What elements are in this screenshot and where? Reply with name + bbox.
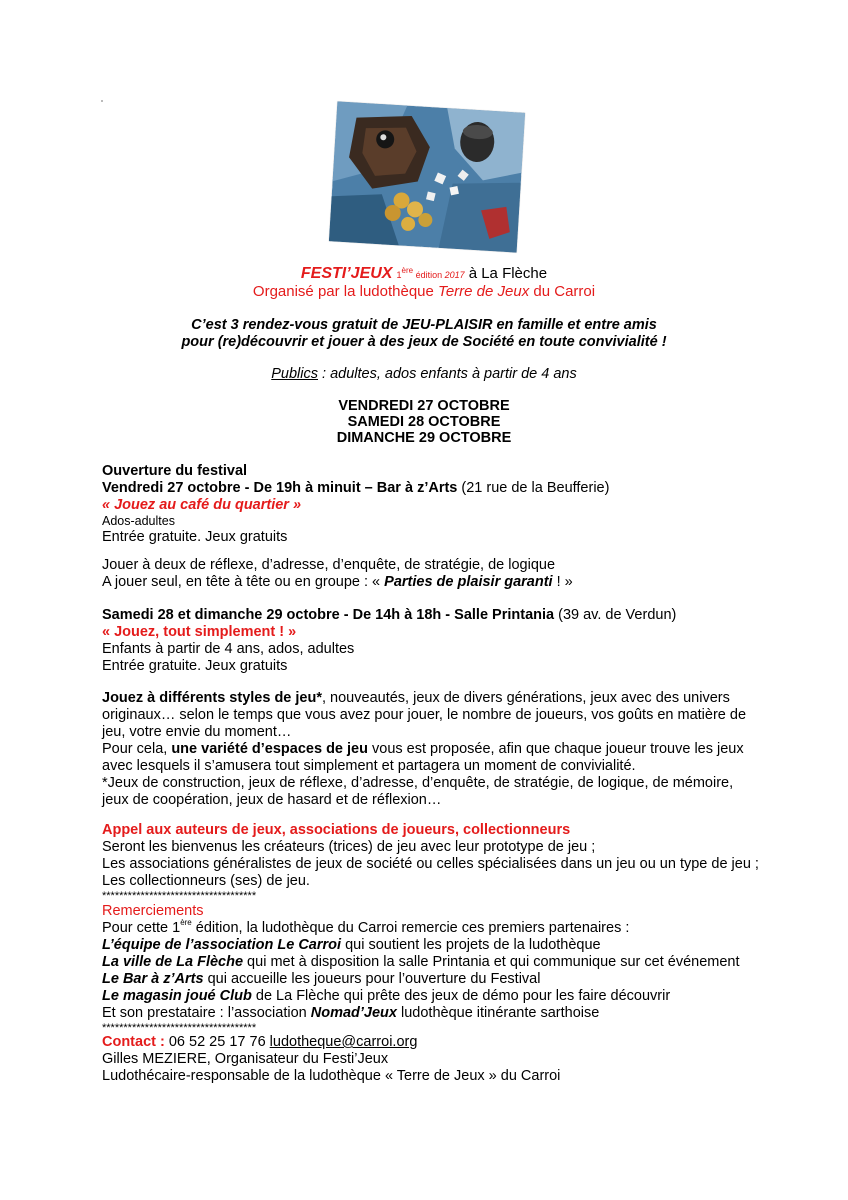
appeal-section <box>102 822 782 902</box>
styles-l1-bold: Jouez à différents styles de jeu* <box>102 690 322 706</box>
date-saturday: SAMEDI 28 OCTOBRE <box>347 414 501 430</box>
weekend-address: (39 av. de Verdun) <box>554 607 677 623</box>
styles-l4-pre: Pour cela, <box>102 741 172 757</box>
organiser-line <box>0 283 848 300</box>
opening-heading: Ouverture du festival <box>102 463 248 479</box>
opening-slogan: « Jouez au café du quartier » <box>102 497 302 513</box>
festival-place: à La Flèche <box>468 265 548 282</box>
festival-title: FESTI’JEUX <box>300 265 393 282</box>
styles-l7: jeux de coopération, jeux de hasard et de réflexion… <box>102 792 442 808</box>
partner-1-name: L’équipe de l’association Le Carroi <box>102 937 342 953</box>
intro-line-1: C’est 3 rendez-vous gratuit de JEU-PLAISIR en famille et entre amis <box>191 317 657 333</box>
partner-5-pre: Et son prestataire : l’association <box>102 1005 311 1021</box>
date-friday: VENDREDI 27 OCTOBRE <box>338 398 510 414</box>
page-speck <box>101 100 103 102</box>
styles-l5: avec lesquels il s’amusera tout simplement et partagera un moment de convivialité. <box>102 758 636 774</box>
board-game-photo <box>329 101 525 252</box>
edition-year: 2017 <box>444 270 465 280</box>
weekend-slogan: « Jouez, tout simplement ! » <box>102 624 297 640</box>
contact-phone: 06 52 25 17 76 <box>164 1034 270 1050</box>
opening-entry: Entrée gratuite. Jeux gratuits <box>102 529 288 545</box>
contact-email-link[interactable]: ludotheque@carroi.org <box>269 1034 418 1050</box>
partner-3-name: Le Bar à z’Arts <box>102 971 204 987</box>
partner-1-text: qui soutient les projets de la ludothèque <box>341 937 601 953</box>
partner-5-text: ludothèque itinérante sarthoise <box>396 1005 600 1021</box>
thanks-intro-pre: Pour cette 1 <box>102 920 181 936</box>
edition-word: édition <box>415 270 443 280</box>
styles-l4-post: vous est proposée, afin que chaque joueur trouve les jeux <box>367 741 744 757</box>
styles-l2: originaux… selon le temps que vous avez pour jouer, le nombre de joueurs, vos goûts en matière de <box>102 707 747 723</box>
edition-superscript: ère <box>401 266 414 275</box>
styles-l3: jeu, votre envie du moment… <box>102 724 292 740</box>
opening-desc-2-pre: A jouer seul, en tête à tête ou en groupe : « <box>102 574 385 590</box>
partner-4-text: de La Flèche qui prête des jeux de démo pour les faire découvrir <box>251 988 671 1004</box>
partner-5-name: Nomad’Jeux <box>310 1005 397 1021</box>
styles-l1-rest: , nouveautés, jeux de divers générations, jeux avec des univers <box>322 690 730 706</box>
weekend-section <box>102 607 782 675</box>
appeal-heading: Appel aux auteurs de jeux, associations de joueurs, collectionneurs <box>102 822 571 838</box>
publics-label: Publics <box>271 366 318 382</box>
organiser-suffix: du Carroi <box>533 283 596 300</box>
partner-4-name: Le magasin joué Club <box>102 988 252 1004</box>
appeal-separator: ************************************ <box>102 890 257 902</box>
appeal-l1: Seront les bienvenus les créateurs (trices) de jeu avec leur prototype de jeu ; <box>102 839 596 855</box>
thanks-heading: Remerciements <box>102 903 204 919</box>
game-styles-section <box>102 690 782 809</box>
weekend-audience: Enfants à partir de 4 ans, ados, adultes <box>102 641 355 657</box>
organiser-name: Terre de Jeux <box>438 283 530 300</box>
opening-description <box>102 557 782 591</box>
weekend-entry: Entrée gratuite. Jeux gratuits <box>102 658 288 674</box>
opening-section <box>102 463 782 546</box>
opening-desc-2-post: ! » <box>552 574 573 590</box>
organiser-prefix: Organisé par la ludothèque <box>252 283 434 300</box>
contact-label: Contact : <box>102 1034 165 1050</box>
publics-line <box>0 366 848 383</box>
date-sunday: DIMANCHE 29 OCTOBRE <box>336 430 512 446</box>
thanks-intro-post: édition, la ludothèque du Carroi remercie ces premiers partenaires : <box>191 920 630 936</box>
publics-text: : adultes, ados enfants à partir de 4 ans <box>318 366 577 382</box>
contact-role: Ludothécaire-responsable de la ludothèque « Terre de Jeux » du Carroi <box>102 1068 561 1084</box>
intro-line-2: pour (re)découvrir et jouer à des jeux de Société en toute convivialité ! <box>181 334 667 350</box>
opening-desc-2-em: Parties de plaisir garanti <box>384 574 553 590</box>
contact-name: Gilles MEZIERE, Organisateur du Festi’Jeux <box>102 1051 389 1067</box>
appeal-l3: Les collectionneurs (ses) de jeu. <box>102 873 310 889</box>
opening-audience: Ados-adultes <box>102 514 175 528</box>
edition-number: 1 <box>396 270 402 280</box>
thanks-section <box>102 903 782 1034</box>
thanks-intro-sup: ère <box>180 918 192 928</box>
thanks-separator: ************************************ <box>102 1022 257 1034</box>
opening-desc-1: Jouer à deux de réflexe, d’adresse, d’enquête, de stratégie, de logique <box>102 557 556 573</box>
partner-3-text: qui accueille les joueurs pour l’ouverture du Festival <box>203 971 541 987</box>
festival-title-line <box>0 265 848 284</box>
styles-l4-bold: une variété d’espaces de jeu <box>171 741 368 757</box>
appeal-l2: Les associations généralistes de jeux de société ou celles spécialisées dans un jeu ou un type de jeu ; <box>102 856 759 872</box>
partner-2-name: La ville de La Flèche <box>102 954 244 970</box>
opening-address: (21 rue de la Beufferie) <box>457 480 610 496</box>
weekend-when: Samedi 28 et dimanche 29 octobre - De 14h à 18h - Salle Printania <box>102 607 555 623</box>
partner-2-text: qui met à disposition la salle Printania et qui communique sur cet événement <box>243 954 740 970</box>
contact-section <box>102 1034 782 1085</box>
opening-when: Vendredi 27 octobre - De 19h à minuit – Bar à z’Arts <box>102 480 458 496</box>
styles-l6: *Jeux de construction, jeux de réflexe, d’adresse, d’enquête, de stratégie, de logique, de mémoire, <box>102 775 734 791</box>
